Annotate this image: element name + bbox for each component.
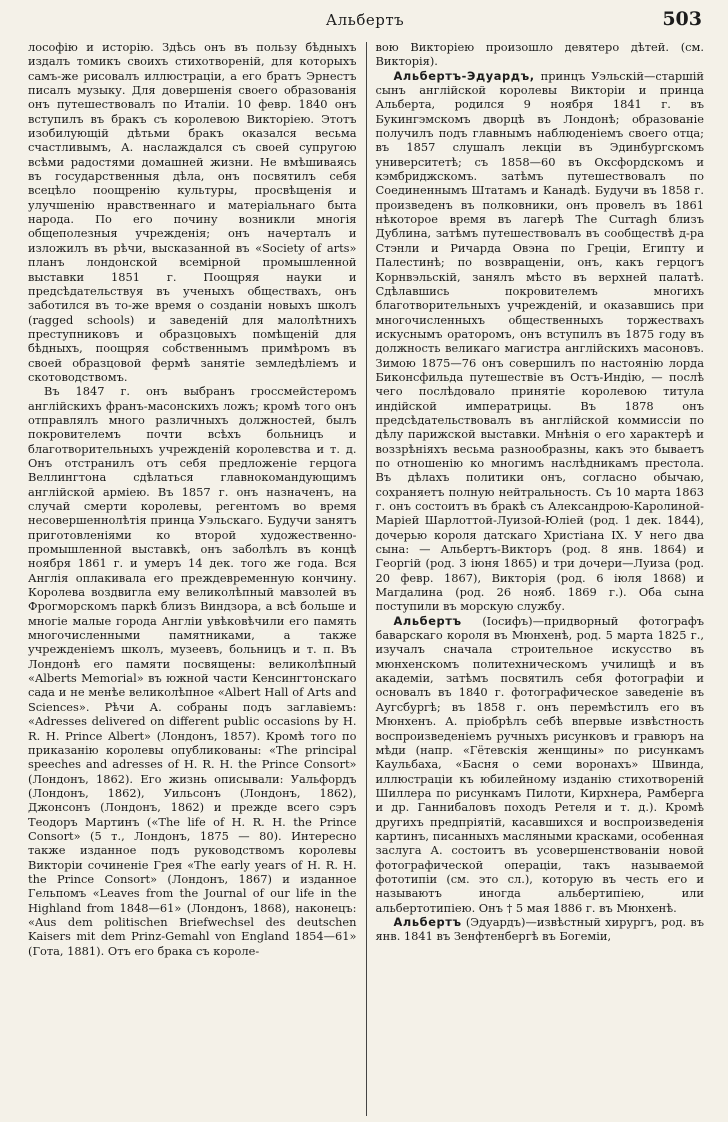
paragraph: Въ 1847 г. онъ выбранъ гроссмейстеромъ англійскихъ франъ-масонскихъ ложъ; кромѣ того онъ отправлялъ много различныхъ должностей, былъ покровителемъ почти всѣхъ больницъ и благотворительныхъ учрежденій королевства и т. д. Онъ отстранилъ отъ себя предложеніе герцога Веллингтона сдѣлаться главнокомандующимъ англійской арміею. Въ 1857 г. онъ назначенъ, на случай смерти королевы, регентомъ во время несовершеннолѣтія принца Уэльскаго. Будучи занятъ приготовленіями ко второй художественно-промышленной выставкѣ, онъ заболѣлъ въ концѣ ноября 1861 г. и умеръ 14 дек. того же года. Вся Англія оплакивала его преждевременную кончину. Королева воздвигла ему великолѣпный мавзолей въ Фрогморскомъ паркѣ близъ Виндзора, а всѣ больше и многіе малые города Англіи увѣковѣчили его память многочисленными памятниками, а также учрежденіемъ школъ, музеевъ, больницъ и т. п. Въ Лондонѣ его памяти посвящены: великолѣпный «Alberts Memorial» въ южной части Кенсингтонскаго сада и не менѣе великолѣпное «Albert Hall of Arts and Sciences». Рѣчи А. собраны подъ заглавіемъ: «Adresses delivered on different public occasions by H. R. H. Prince Albert» (Лондонъ, 1857). Кромѣ того по приказанію королевы опубликованы: «The principal speeches and adresses of H. R. H. the Prince Consort» (Лондонъ, 1862). Его жизнь описывали: Уальфордъ (Лондонъ, 1862), Уильсонъ (Лондонъ, 1862), Джонсонъ (Лондонъ, 1862) и прежде всего сэръ Теодоръ Мартинъ («The life of H. R. H. the Prince Consort» (5 т., Лондонъ, 1875 — 80). Интересно также изданное подъ руководствомъ королевы Викторіи сочиненіе Грея «The early years of H. R. H. the Prince Consort» (Лондонъ, 1867) и изданное Гельпомъ «Leaves from the Journal of our life in the Highland from 1848—61» (Лондонъ, 1868), наконецъ: «Aus dem politischen Briefwechsel des deutschen Kaisers mit dem Prinz-Gemahl von England 1854—61» (Гота, 1881). Отъ его брака съ короле- bbox=[28, 384, 357, 958]
entry-headword: Альбертъ bbox=[393, 613, 462, 628]
dictionary-entry bbox=[376, 915, 705, 944]
entry-headword: Альбертъ-Эдуардъ, bbox=[393, 68, 535, 83]
dictionary-entry bbox=[376, 614, 705, 915]
running-title: Альбертъ bbox=[325, 11, 405, 29]
left-column bbox=[28, 40, 366, 1116]
entry-headword: Альбертъ bbox=[393, 914, 462, 929]
right-column bbox=[367, 40, 705, 1116]
page-number: 503 bbox=[662, 8, 702, 30]
entry-text: (Іосифъ)—придворный фотографъ баварскаго короля въ Мюнхенѣ, род. 5 марта 1825 г., изучалъ сначала строительное искусство въ мюнхенскомъ политехническомъ училищѣ и въ академіи, затѣмъ посвятилъ себя фотографіи и основалъ въ 1840 г. фотографическое заведеніе въ Аугсбургѣ; въ 1858 г. онъ перемѣстилъ его въ Мюнхенъ. А. пріобрѣлъ себѣ впервые извѣстность воспроизведеніемъ ручныхъ рисунковъ и гравюръ на мѣди (напр. «Гётевскія женщины» по рисункамъ Каульбаха, «Басня о семи воронахъ» Швинда, иллюстраціи къ юбилейному изданію стихотвореній Шиллера по рисункамъ Пилоти, Кирхнера, Рамберга и др. Ганнибаловъ походъ Ретеля и т. д.). Кромѣ другихъ предпріятій, касавшихся и воспроизведенія картинъ, писанныхъ масляными красками, особенная заслуга А. состоитъ въ усовершенствованіи новой фотографической операціи, такъ называемой фототипіи (см. это сл.), которую въ честь его и называютъ иногда альбертипіею, или альбертотипіею. Онъ † 5 мая 1886 г. въ Мюнхенѣ. bbox=[375, 613, 704, 915]
dictionary-entry bbox=[376, 69, 705, 614]
entry-text: принцъ Уэльскій—старшій сынъ англійской королевы Викторіи и принца Альберта, родился 9 ноября 1841 г. въ Букингэмскомъ дворцѣ въ Лондонѣ; образованіе получилъ подъ главнымъ наблюденіемъ своего отца; въ 1857 слушалъ лекціи въ Эдинбургскомъ университетѣ; съ 1858—60 въ Оксфордскомъ и кэмбриджскомъ. затѣмъ путешествовалъ по Соединеннымъ Штатамъ и Канадѣ. Будучи въ 1858 г. произведенъ въ полковники, онъ провелъ въ 1861 нѣкоторое время въ лагерѣ The Curragh близъ Дублина, затѣмъ путешествовалъ въ сообществѣ д-ра Стэнли и Ричарда Овэна по Греціи, Египту и Палестинѣ; по возвращеніи, онъ, какъ герцогъ Корнвэльскій, занялъ мѣсто въ верхней палатѣ. Сдѣлавшись покровителемъ многихъ благотворительныхъ учрежденій, и оказавшись при многочисленныхъ общественныхъ торжествахъ искуснымъ ораторомъ, онъ вступилъ въ 1875 году въ должность великаго магистра англійскихъ масоновъ. Зимою 1875—76 онъ совершилъ по настоянію лорда Биконсфильда путешествіе въ Остъ-Индію, — послѣ чего послѣдовало принятіе королевою титула индійской императрицы. Въ 1878 онъ предсѣдательствовалъ въ англійской коммиссіи по дѣлу парижской выставки. Мнѣнія о его характерѣ и воззрѣніяхъ весьма разнообразны, какъ это бываетъ по отношенію ко многимъ наслѣдникамъ престола. Въ дѣлахъ политики онъ, согласно обычаю, сохраняетъ полную нейтральность. Съ 10 марта 1863 г. онъ состоитъ въ бракѣ съ Александрою-Каролиной-Маріей Шарлоттой-Луизой-Юліей (род. 1 дек. 1844), дочерью короля датскаго Христіана IX. У него два сына: — Альбертъ-Викторъ (род. 8 янв. 1864) и Георгій (род. 3 іюня 1865) и три дочери—Луиза (род. 20 февр. 1867), Викторія (род. 6 іюля 1868) и Магдалина (род. 26 нояб. 1869 г.). Оба сына поступили въ морскую службу. bbox=[375, 68, 704, 614]
text-columns bbox=[28, 40, 704, 1116]
continuation-text: вою Викторіею произошло девятеро дѣтей. (см. Викторія). bbox=[375, 40, 704, 69]
page-header bbox=[28, 8, 702, 32]
entry-text: (Эдуардъ)—извѣстный хирургъ, род. въ янв. 1841 въ Зенфтенбергѣ въ Богеміи, bbox=[375, 914, 704, 944]
paragraph: лософію и исторію. Здѣсь онъ въ пользу бѣдныхъ издалъ томикъ своихъ стихотвореній, для которыхъ самъ-же рисовалъ иллюстраціи, а его братъ Эрнестъ писалъ музыку. Для довершенія своего образованія онъ путешествовалъ по Италіи. 10 февр. 1840 онъ вступилъ въ бракъ съ королевою Викторіею. Этотъ изобилующій дѣтьми бракъ оказался весьма счастливымъ, А. наслаждался съ своей супругою всѣми радостями домашней жизни. Не вмѣшиваясь въ государственныя дѣла, онъ посвятилъ себя всецѣло поощренію культуры, просвѣщенія и улучшенію нравственнаго и матеріальнаго быта народа. По его почину возникли многія общеполезныя учрежденія; онъ начерталъ и изложилъ въ рѣчи, высказанной въ «Society of arts» планъ лондонской всемірной промышленной выставки 1851 г. Поощряя науки и предсѣдательствуя въ ученыхъ обществахъ, онъ заботился въ то-же время о созданіи новыхъ школъ (ragged schools) и заведеній для малолѣтнихъ преступниковъ и образцовыхъ помѣщеній для бѣдныхъ, поощряя собственнымъ примѣромъ въ своей образцовой фермѣ занятіе земледѣліемъ и скотоводствомъ. bbox=[28, 40, 357, 384]
